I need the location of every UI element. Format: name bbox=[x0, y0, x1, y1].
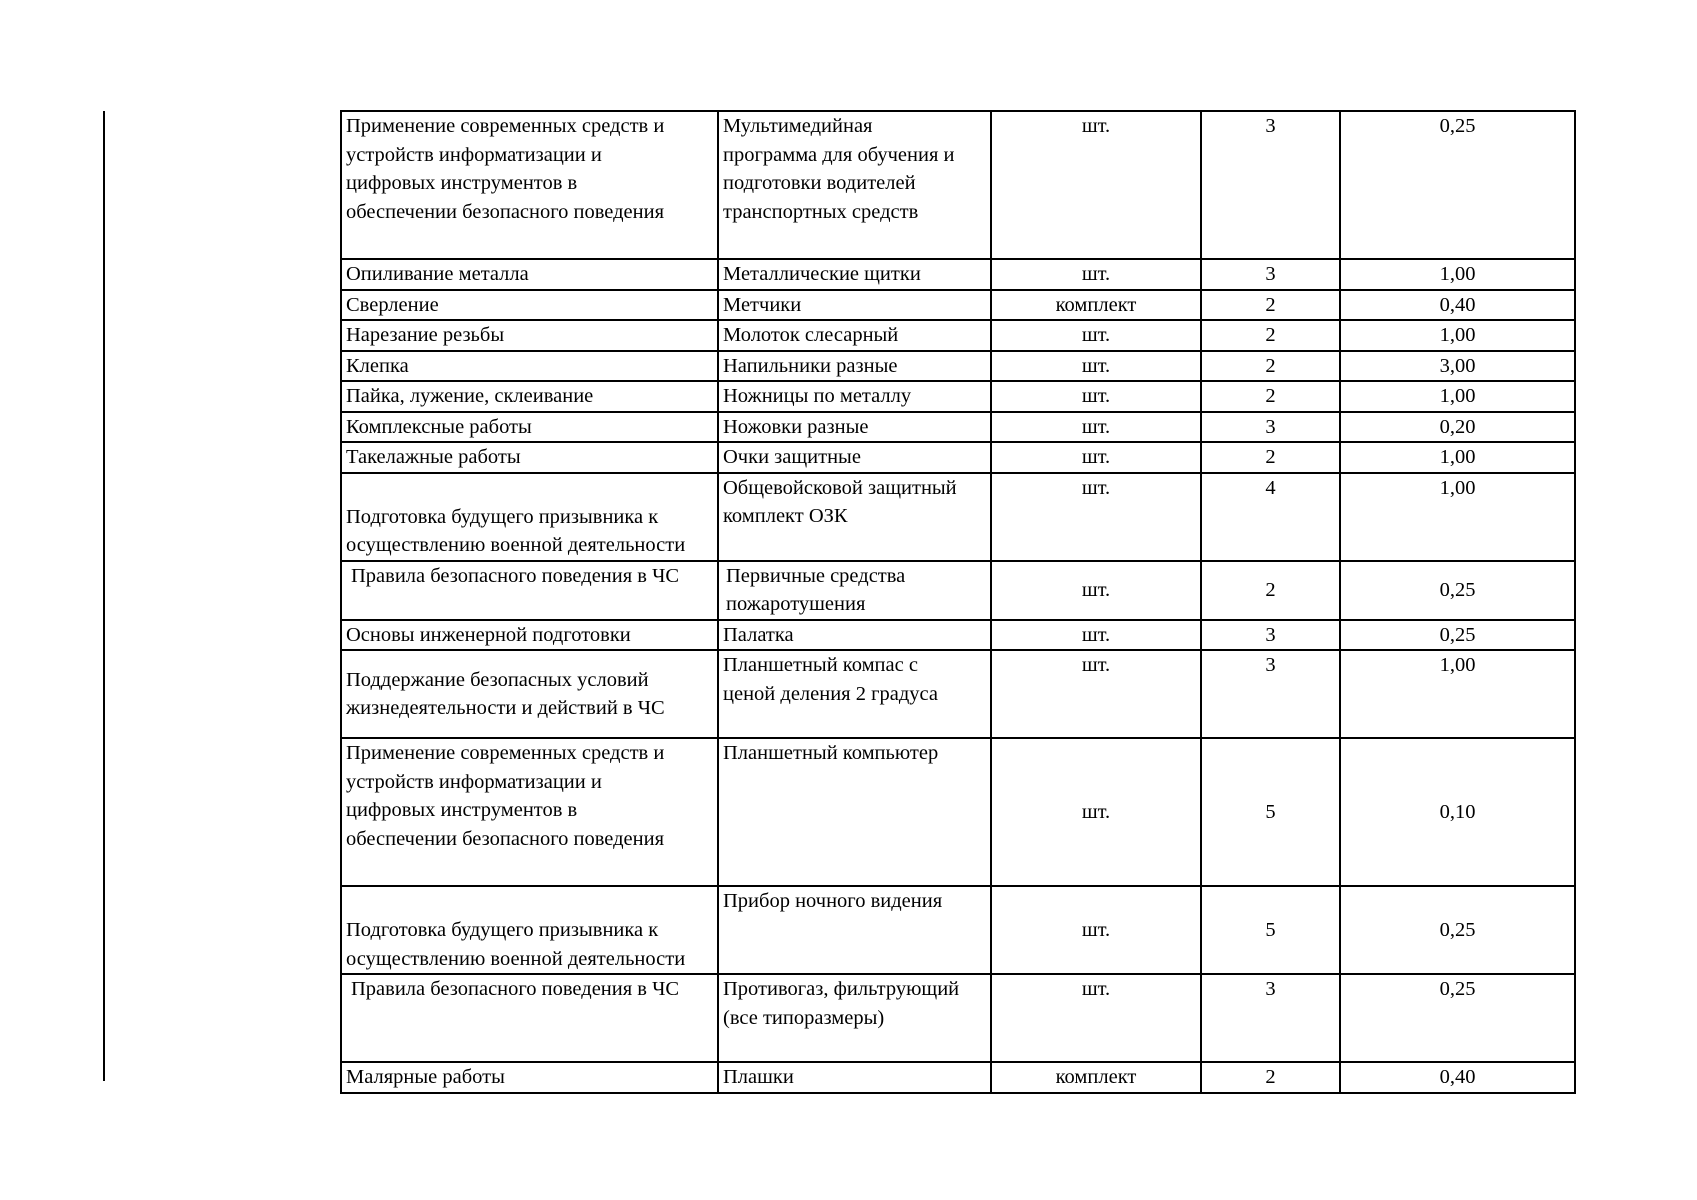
rate-cell: 0,10 bbox=[1340, 738, 1575, 886]
rate-cell: 1,00 bbox=[1340, 442, 1575, 473]
item-cell: Плашки bbox=[718, 1062, 991, 1093]
quantity-cell: 2 bbox=[1201, 381, 1340, 412]
item-cell: Очки защитные bbox=[718, 442, 991, 473]
unit-cell: шт. bbox=[991, 320, 1201, 351]
activity-cell: Правила безопасного поведения в ЧС bbox=[341, 561, 718, 620]
item-cell: Металлические щитки bbox=[718, 259, 991, 290]
table-row bbox=[341, 886, 1575, 974]
table-row bbox=[341, 738, 1575, 886]
item-cell: Планшетный компас с ценой деления 2 градуса bbox=[718, 650, 991, 738]
item-cell: Мультимедийная программа для обучения и подготовки водителей транспортных средств bbox=[718, 111, 991, 259]
unit-cell: шт. bbox=[991, 886, 1201, 974]
item-cell: Общевойсковой защитный комплект ОЗК bbox=[718, 473, 991, 561]
rate-cell: 1,00 bbox=[1340, 320, 1575, 351]
unit-cell: шт. bbox=[991, 974, 1201, 1062]
item-cell: Метчики bbox=[718, 290, 991, 321]
activity-cell: Применение современных средств и устройств информатизации и цифровых инструментов в обеспечении безопасного поведения bbox=[341, 111, 718, 259]
rate-cell: 0,40 bbox=[1340, 290, 1575, 321]
activity-cell: Комплексные работы bbox=[341, 412, 718, 443]
quantity-cell: 2 bbox=[1201, 561, 1340, 620]
rate-cell: 1,00 bbox=[1340, 259, 1575, 290]
item-cell: Молоток слесарный bbox=[718, 320, 991, 351]
rate-cell: 3,00 bbox=[1340, 351, 1575, 382]
rate-cell: 0,25 bbox=[1340, 620, 1575, 651]
activity-cell: Такелажные работы bbox=[341, 442, 718, 473]
table-row bbox=[341, 561, 1575, 620]
table-row bbox=[341, 320, 1575, 351]
table-row bbox=[341, 290, 1575, 321]
rate-cell: 0,25 bbox=[1340, 886, 1575, 974]
unit-cell: шт. bbox=[991, 259, 1201, 290]
quantity-cell: 3 bbox=[1201, 259, 1340, 290]
table-row bbox=[341, 381, 1575, 412]
unit-cell: комплект bbox=[991, 290, 1201, 321]
table-row bbox=[341, 351, 1575, 382]
unit-cell: шт. bbox=[991, 738, 1201, 886]
unit-cell: шт. bbox=[991, 620, 1201, 651]
quantity-cell: 3 bbox=[1201, 974, 1340, 1062]
unit-cell: шт. bbox=[991, 381, 1201, 412]
table-row bbox=[341, 974, 1575, 1062]
activity-cell: Поддержание безопасных условий жизнедеятельности и действий в ЧС bbox=[341, 650, 718, 738]
quantity-cell: 2 bbox=[1201, 1062, 1340, 1093]
table-row bbox=[341, 442, 1575, 473]
rate-cell: 0,40 bbox=[1340, 1062, 1575, 1093]
rate-cell: 1,00 bbox=[1340, 650, 1575, 738]
item-cell: Напильники разные bbox=[718, 351, 991, 382]
rate-cell: 1,00 bbox=[1340, 381, 1575, 412]
unit-cell: комплект bbox=[991, 1062, 1201, 1093]
quantity-cell: 3 bbox=[1201, 412, 1340, 443]
activity-cell: Пайка, лужение, склеивание bbox=[341, 381, 718, 412]
unit-cell: шт. bbox=[991, 442, 1201, 473]
activity-cell: Малярные работы bbox=[341, 1062, 718, 1093]
rate-cell: 0,20 bbox=[1340, 412, 1575, 443]
item-cell: Первичные средства пожаротушения bbox=[718, 561, 991, 620]
item-cell: Противогаз, фильтрующий (все типоразмеры) bbox=[718, 974, 991, 1062]
rate-cell: 1,00 bbox=[1340, 473, 1575, 561]
table-row bbox=[341, 259, 1575, 290]
table-row bbox=[341, 473, 1575, 561]
activity-cell: Подготовка будущего призывника к осуществлению военной деятельности bbox=[341, 886, 718, 974]
quantity-cell: 3 bbox=[1201, 650, 1340, 738]
table-row bbox=[341, 650, 1575, 738]
rate-cell: 0,25 bbox=[1340, 974, 1575, 1062]
item-cell: Палатка bbox=[718, 620, 991, 651]
activity-cell: Правила безопасного поведения в ЧС bbox=[341, 974, 718, 1062]
activity-cell: Нарезание резьбы bbox=[341, 320, 718, 351]
unit-cell: шт. bbox=[991, 561, 1201, 620]
activity-cell: Основы инженерной подготовки bbox=[341, 620, 718, 651]
item-cell: Ножовки разные bbox=[718, 412, 991, 443]
page-margin-line bbox=[103, 111, 105, 1081]
unit-cell: шт. bbox=[991, 351, 1201, 382]
equipment-table bbox=[340, 110, 1576, 1094]
quantity-cell: 3 bbox=[1201, 620, 1340, 651]
item-cell: Прибор ночного видения bbox=[718, 886, 991, 974]
rate-cell: 0,25 bbox=[1340, 561, 1575, 620]
activity-cell: Подготовка будущего призывника к осуществлению военной деятельности bbox=[341, 473, 718, 561]
quantity-cell: 2 bbox=[1201, 320, 1340, 351]
quantity-cell: 3 bbox=[1201, 111, 1340, 259]
quantity-cell: 5 bbox=[1201, 886, 1340, 974]
activity-cell: Применение современных средств и устройств информатизации и цифровых инструментов в обеспечении безопасного поведения bbox=[341, 738, 718, 886]
table-row bbox=[341, 1062, 1575, 1093]
activity-cell: Клепка bbox=[341, 351, 718, 382]
quantity-cell: 2 bbox=[1201, 290, 1340, 321]
rate-cell: 0,25 bbox=[1340, 111, 1575, 259]
table-row bbox=[341, 111, 1575, 259]
activity-cell: Сверление bbox=[341, 290, 718, 321]
table-row bbox=[341, 412, 1575, 443]
item-cell: Планшетный компьютер bbox=[718, 738, 991, 886]
table-row bbox=[341, 620, 1575, 651]
unit-cell: шт. bbox=[991, 111, 1201, 259]
quantity-cell: 2 bbox=[1201, 442, 1340, 473]
activity-cell: Опиливание металла bbox=[341, 259, 718, 290]
unit-cell: шт. bbox=[991, 650, 1201, 738]
quantity-cell: 4 bbox=[1201, 473, 1340, 561]
quantity-cell: 2 bbox=[1201, 351, 1340, 382]
item-cell: Ножницы по металлу bbox=[718, 381, 991, 412]
quantity-cell: 5 bbox=[1201, 738, 1340, 886]
unit-cell: шт. bbox=[991, 412, 1201, 443]
unit-cell: шт. bbox=[991, 473, 1201, 561]
